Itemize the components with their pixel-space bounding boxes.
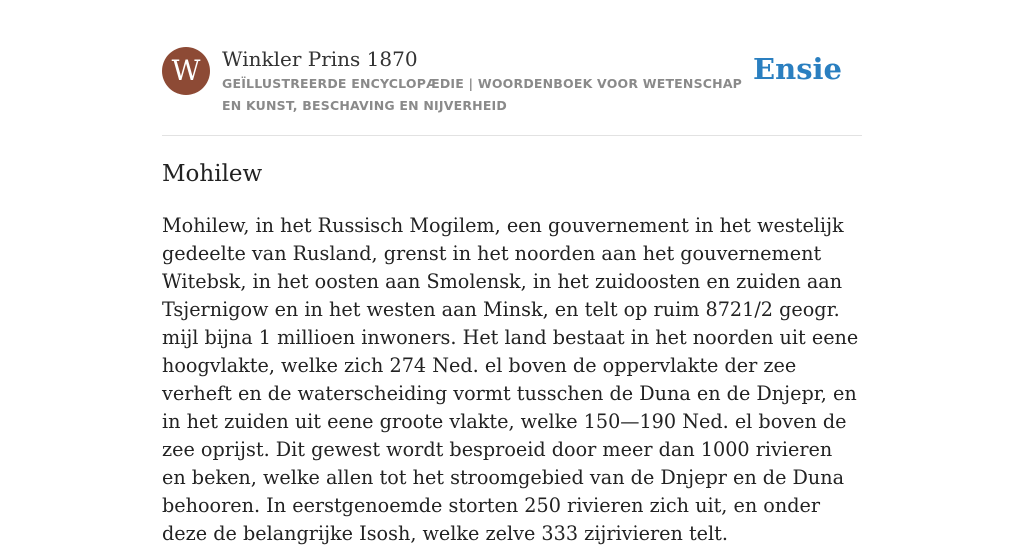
entry-body: Mohilew, in het Russisch Mogilem, een gouvernement in het westelijk gedeelte van Rusland, grenst in het noorden aan het gouvernement Witebsk, in het oosten aan Smolensk, in het zuidoosten en zuiden aan Tsjernigow en in het westen aan Minsk, en telt op ruim 8721/2 geogr. mijl bijna 1 millioen inwoners. Het land bestaat in het noorden uit eene hoogvlakte, welke zich 274 Ned. el boven de oppervlakte der zee verheft en de waterscheiding vormt tusschen de Duna en de Dnjepr, en in het zuiden uit eene groote vlakte, welke 150—190 Ned. el boven de zee oprijst. Dit gewest wordt besproeid door meer dan 1000 rivieren en beken, welke allen tot het stroomgebied van de Dnjepr en de Duna behooren. In eerstgenoemde storten 250 rivieren zich uit, en onder deze de belangrijke Isosh, welke zelve 333 zijrivieren telt.	[162, 214, 859, 545]
source-header	[162, 44, 862, 136]
ensie-logo-link[interactable]: Ensie	[753, 52, 842, 86]
source-subtitle: GEÏLLUSTREERDE ENCYCLOPÆDIE | WOORDENBOEK VOOR WETENSCHAP EN KUNST, BESCHAVING EN NIJVERHEID	[222, 76, 743, 113]
header-divider	[162, 135, 862, 136]
source-avatar: W	[162, 47, 210, 95]
source-title[interactable]: Winkler Prins 1870	[222, 47, 418, 71]
entry-title: Mohilew	[162, 161, 263, 187]
